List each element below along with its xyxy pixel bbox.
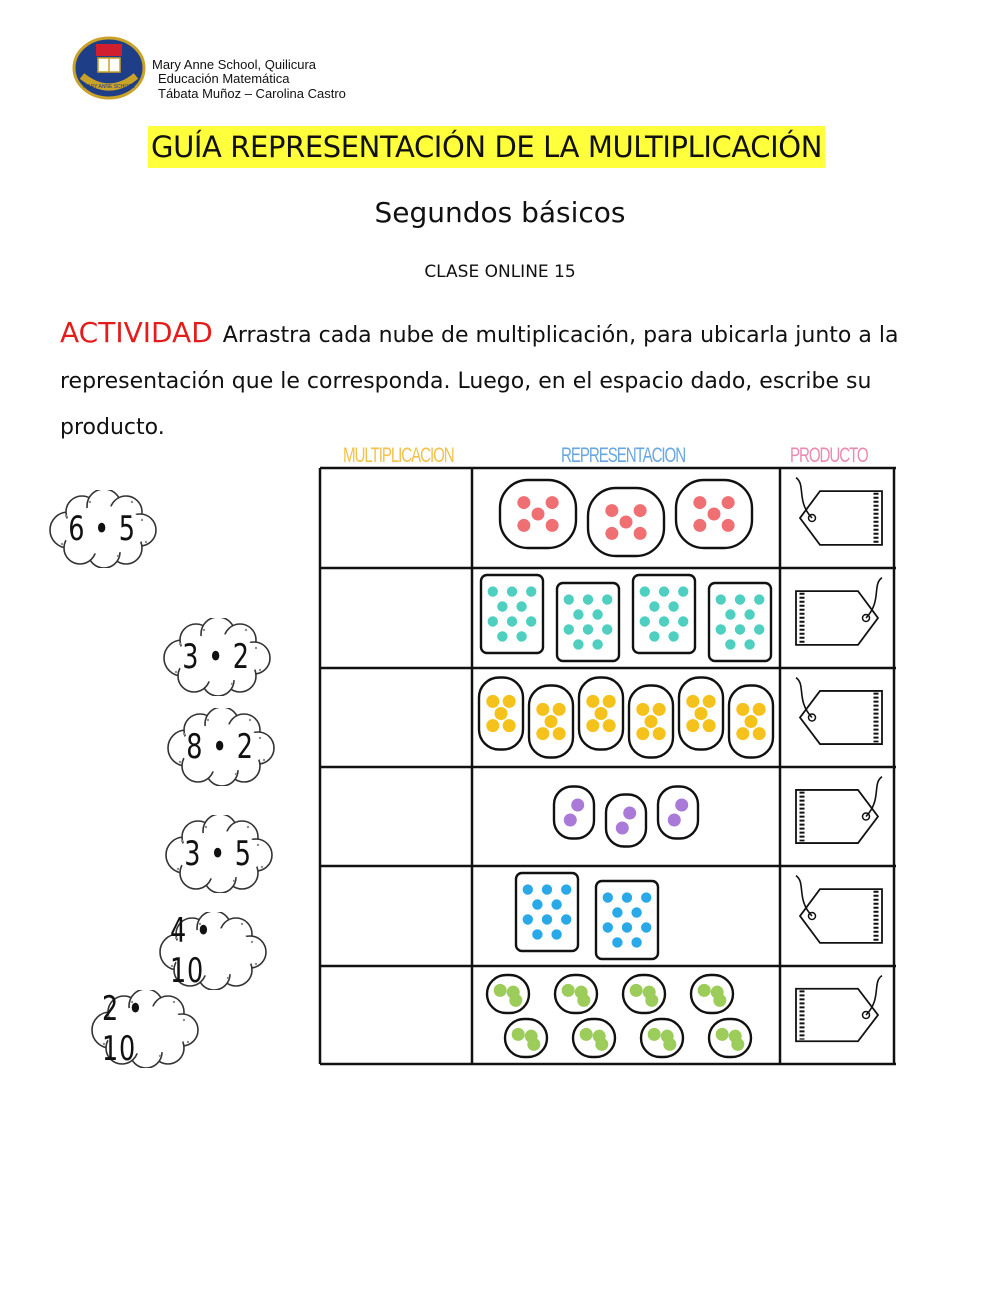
dot [595,1038,608,1051]
dot [542,914,552,924]
dot [602,594,612,604]
dot [716,1028,729,1041]
dot [523,914,533,924]
dot [653,703,666,716]
dot [517,496,530,509]
dot [675,799,688,812]
dot [561,884,571,894]
dot [532,899,542,909]
dot [507,586,517,596]
cloud-8x2[interactable] [164,708,276,786]
dot [583,594,593,604]
representation-row-2 [481,575,771,661]
dot [703,719,716,732]
dot [542,884,552,894]
representation-row-6 [487,975,751,1057]
dot [546,519,559,532]
dot [586,695,599,708]
cloud-label: 3 • 2 [182,637,250,677]
tag-icon [790,775,888,858]
dot [516,631,526,641]
dot [527,1038,540,1051]
dot [603,922,613,932]
dot [503,695,516,708]
dot [693,519,706,532]
dot [536,703,549,716]
dot [573,609,583,619]
cloud-label: 2 • 10 [102,989,144,1069]
tag-icon [790,476,888,560]
dot [634,527,647,540]
dot [754,624,764,634]
dot [526,586,536,596]
dot [716,594,726,604]
dot [686,695,699,708]
dot [577,994,590,1007]
activity-text: Arrastra cada nube de multiplicación, para ubicarla junto a la representación que le corresponda. Luego, en el espacio dado, escribe su producto. [60,323,899,440]
group-container [606,795,646,847]
dot [745,715,758,728]
dot [488,616,498,626]
dot [564,813,577,826]
teachers-names: Tábata Muñoz – Carolina Castro [158,86,346,101]
dot [586,719,599,732]
dot [573,639,583,649]
dot [703,695,716,708]
page-subtitle: Segundos básicos [374,196,626,229]
activity-label: ACTIVIDAD [60,316,213,349]
dot [736,703,749,716]
dot [698,984,711,997]
dot [561,914,571,924]
dot [622,892,632,902]
dot [668,631,678,641]
dot [592,609,602,619]
dot [564,594,574,604]
dot [509,994,522,1007]
dot [571,799,584,812]
dot [605,527,618,540]
dot [553,703,566,716]
logo-lettering: MARY ANNE SCHOOL [83,84,135,90]
cloud-label: 8 • 2 [186,727,254,767]
dot [612,937,622,947]
dot [512,1028,525,1041]
dot [595,707,608,720]
tag-icon [790,576,888,660]
product-answer-tag-2[interactable] [790,576,888,660]
column-header-producto: PRODUCTO [790,444,868,467]
representation-row-4 [554,787,698,847]
dot [503,719,516,732]
dot [659,586,669,596]
dot [753,727,766,740]
product-answer-tag-6[interactable] [790,974,888,1056]
column-header-representacion: REPRESENTACION [561,444,686,467]
dot [603,719,616,732]
dot [641,922,651,932]
dot [486,695,499,708]
page-title: GUÍA REPRESENTACIÓN DE LA MULTIPLICACIÓN [148,126,825,168]
dot [580,1028,593,1041]
product-answer-tag-5[interactable] [790,874,888,958]
dot [659,616,669,626]
dot [668,601,678,611]
dot [603,892,613,902]
dot [722,496,735,509]
dot [735,624,745,634]
dot [523,884,533,894]
dot [678,616,688,626]
class-label: CLASE ONLINE 15 [424,262,576,282]
dot [716,624,726,634]
dot [532,929,542,939]
dot [546,496,559,509]
dot [663,1038,676,1051]
dot [497,601,507,611]
dot [731,1038,744,1051]
dot [695,707,708,720]
dot [753,703,766,716]
dot [592,639,602,649]
dot [649,601,659,611]
dot [630,984,643,997]
dot [545,715,558,728]
cloud-label: 4 • 10 [170,911,212,991]
dot [640,586,650,596]
representation-row-1 [500,480,752,556]
dot [497,631,507,641]
dot [526,616,536,626]
dot [744,609,754,619]
group-container [658,787,698,839]
group-container [554,787,594,839]
cloud-label: 3 • 5 [184,834,252,874]
dot [553,727,566,740]
dot [668,813,681,826]
dot [735,594,745,604]
column-header-multiplicacion: MULTIPLICACION [343,444,454,467]
dot [640,616,650,626]
product-answer-tag-4[interactable] [790,775,888,858]
dot [562,984,575,997]
dot [641,892,651,902]
dot [754,594,764,604]
dot [551,929,561,939]
subject-name: Educación Matemática [158,71,290,86]
dot [620,516,633,529]
product-answer-tag-1[interactable] [790,476,888,560]
dot [536,727,549,740]
representation-row-5 [516,873,658,959]
dot [488,586,498,596]
cloud-2x10[interactable] [88,990,200,1068]
cloud-4x10[interactable] [156,912,268,990]
dot [603,695,616,708]
dot [622,922,632,932]
dot [495,707,508,720]
dot [708,508,721,521]
dot [693,496,706,509]
dot [551,899,561,909]
dot [725,609,735,619]
dot [686,719,699,732]
dot [605,504,618,517]
dot [713,994,726,1007]
dot [678,586,688,596]
dot [631,937,641,947]
dot [564,624,574,634]
dot [494,984,507,997]
cloud-3x5[interactable] [162,815,274,893]
representation-row-3 [479,678,773,758]
dot [653,727,666,740]
dot [486,719,499,732]
product-answer-tag-3[interactable] [790,676,888,759]
tag-icon [790,874,888,958]
dot [634,504,647,517]
dot [517,519,530,532]
tag-icon [790,974,888,1056]
dot [725,639,735,649]
dot [736,727,749,740]
dot [583,624,593,634]
cloud-label: 6 • 5 [68,509,136,549]
dot [636,727,649,740]
dot [612,907,622,917]
dot [645,994,658,1007]
dot [631,907,641,917]
dot [744,639,754,649]
dot [636,703,649,716]
dot [722,519,735,532]
dot [507,616,517,626]
dot [516,601,526,611]
dot [623,807,636,820]
dot [616,821,629,834]
school-name: Mary Anne School, Quilicura [152,57,317,72]
cloud-6x5[interactable] [46,490,158,568]
tag-icon [790,676,888,759]
dot [602,624,612,634]
dot [645,715,658,728]
dot [649,631,659,641]
dot [532,508,545,521]
cloud-3x2[interactable] [160,618,272,696]
dot [648,1028,661,1041]
